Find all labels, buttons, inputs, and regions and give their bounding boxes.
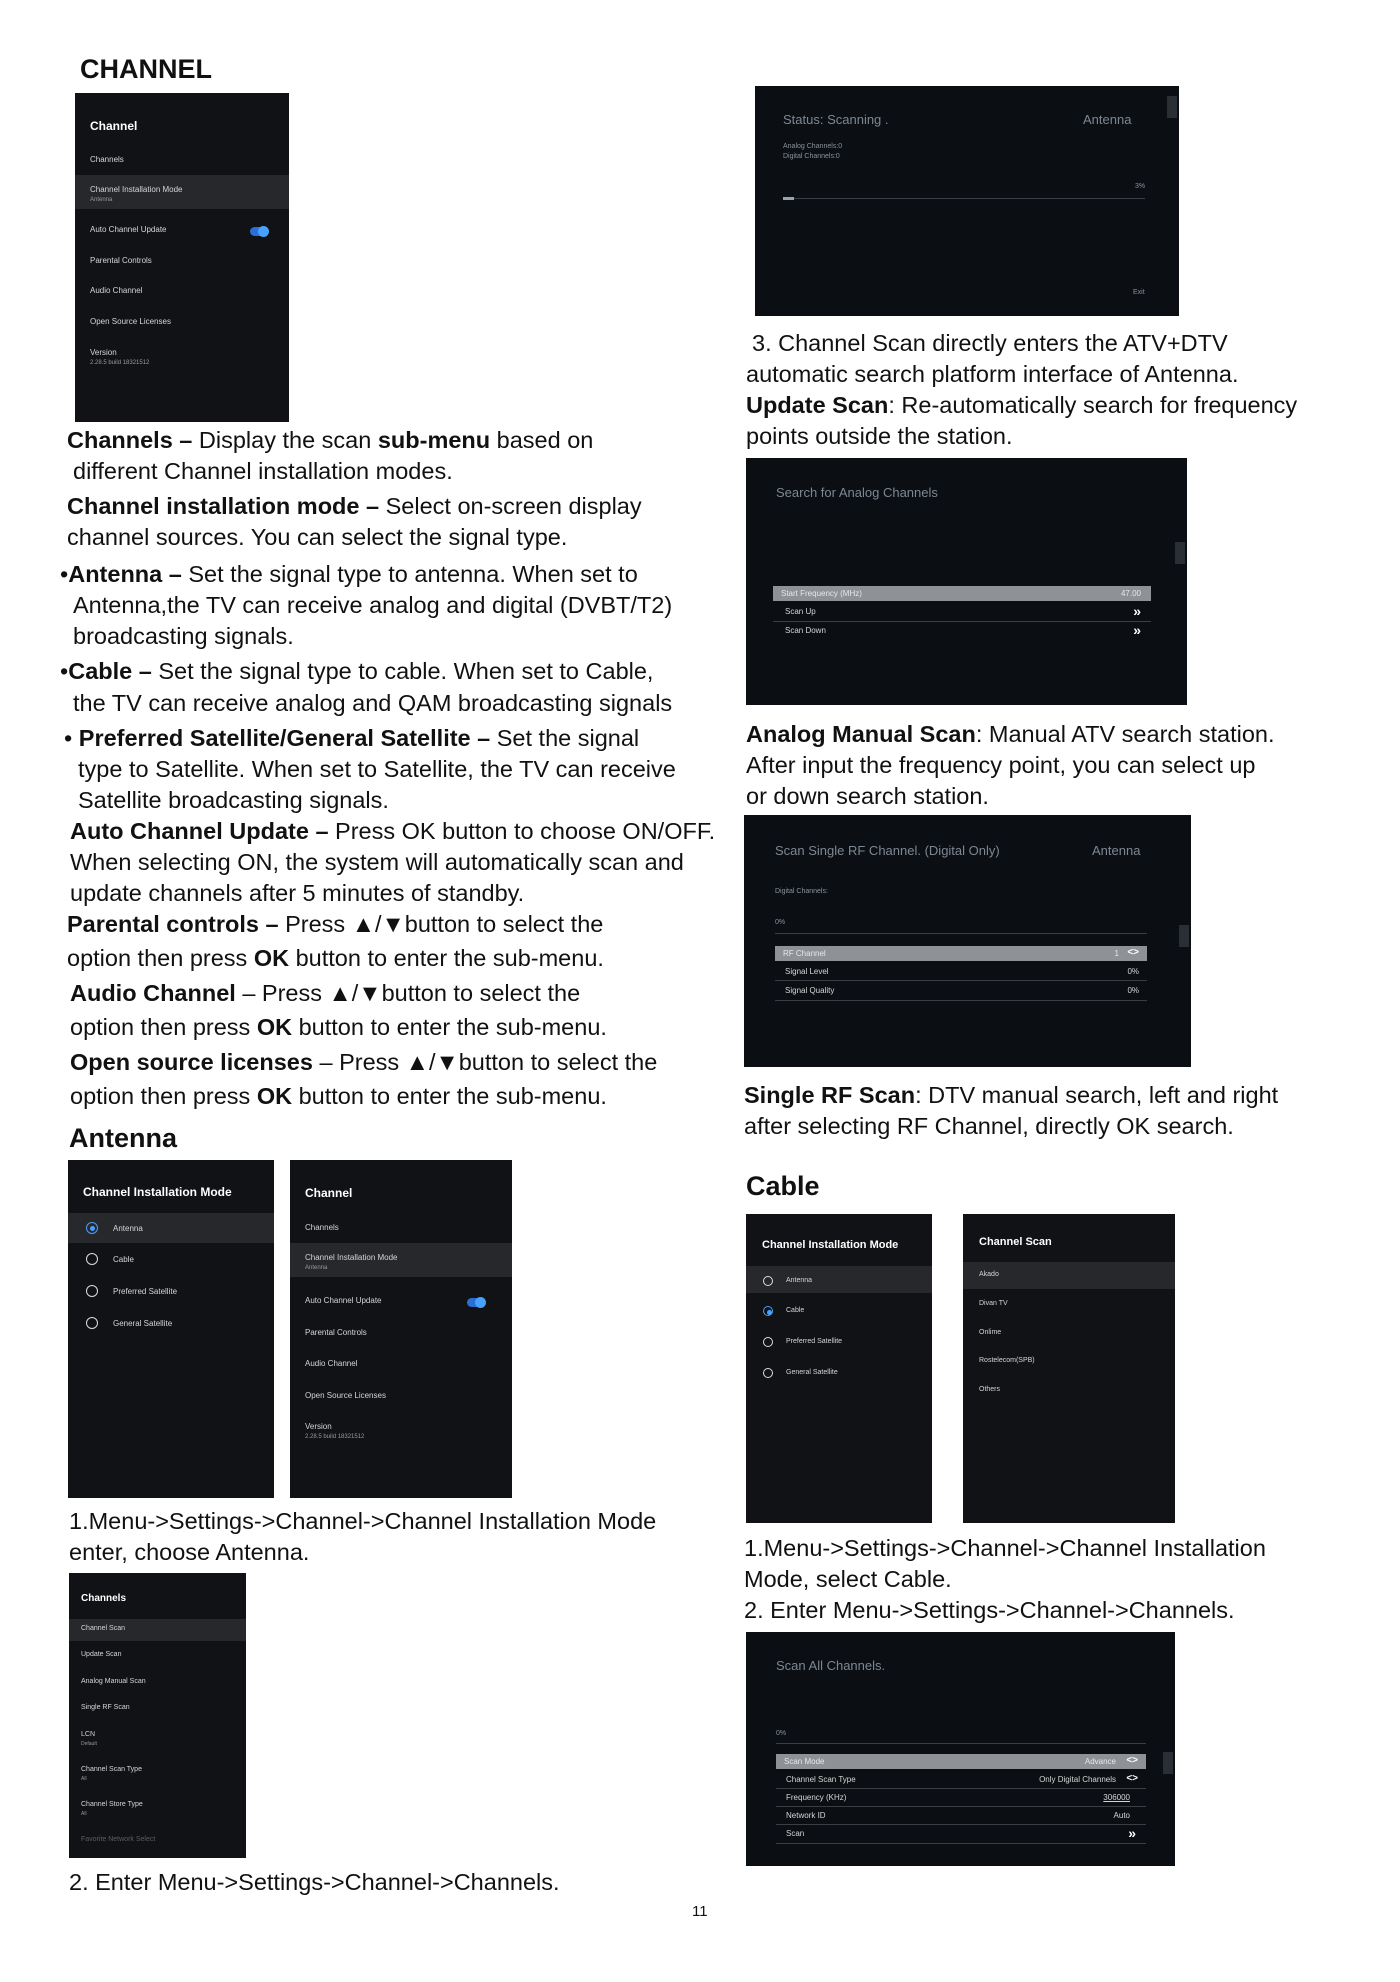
desc-antenna: •Antenna – Set the signal type to antenna. When set to: [60, 561, 638, 587]
ams-desc-2: After input the frequency point, you can select up: [746, 752, 1256, 778]
row-network-id: [776, 1808, 1146, 1823]
row-scan-mode: [776, 1754, 1146, 1769]
scan-label: Scan: [786, 1829, 805, 1838]
ams-desc: [746, 719, 1275, 750]
cable-step1-line1: 1.Menu->Settings->Channel->Channel Installation: [744, 1535, 1266, 1561]
label: Single RF Scan: [744, 1082, 916, 1108]
t: Press OK button to choose ON/OFF.: [328, 818, 716, 844]
update-desc-2: points outside the station.: [746, 423, 1013, 449]
scan-up-chevron-icon: »: [1133, 603, 1137, 619]
cable-channel-scan-screenshot: [963, 1214, 1175, 1523]
single-rf-screenshot: [744, 815, 1191, 1067]
installation-mode-value: Antenna: [305, 1265, 328, 1271]
opt-gen-sat: General Satellite: [113, 1319, 173, 1328]
left-right-arrows-icon: <>: [1126, 1755, 1138, 1766]
divider: [773, 621, 1151, 622]
item-favorite-network: Favorite Network Select: [81, 1836, 156, 1843]
scan-all-screenshot: [746, 1632, 1175, 1866]
t: button to enter the sub-menu.: [289, 945, 604, 971]
menu-item-audio: Audio Channel: [90, 286, 143, 295]
cable-heading: Cable: [746, 1171, 820, 1201]
menu-item-version: Version: [90, 348, 117, 357]
page-number: 11: [692, 1903, 708, 1920]
cim-highlight: [746, 1266, 932, 1293]
desc-acu: [70, 816, 715, 847]
store-type-value: All: [81, 1811, 87, 1817]
opt-gen-sat: General Satellite: [786, 1369, 838, 1376]
scrollbar: [1179, 925, 1189, 947]
label: Update Scan: [746, 392, 889, 418]
label: OK: [253, 945, 290, 971]
rf-channel-value: 1: [1114, 949, 1119, 958]
frequency-label: Frequency (KHz): [786, 1793, 847, 1802]
scan-all-progress-track: [776, 1743, 1146, 1744]
channels-title: Channels: [81, 1593, 127, 1604]
scan-status: Status: Scanning .: [783, 112, 889, 127]
step1-line1: 1.Menu->Settings->Channel->Channel Installation Mode: [69, 1508, 657, 1534]
desc-channels: [67, 425, 593, 456]
t: Press ▲/▼button to select the: [278, 911, 604, 937]
rf-title: Scan Single RF Channel. (Digital Only): [775, 843, 1000, 858]
t: Select on-screen display: [379, 493, 642, 519]
cim-title: Channel Installation Mode: [762, 1239, 899, 1251]
divider: [776, 1788, 1146, 1789]
label: Parental controls –: [67, 911, 279, 937]
scan-percent: 3%: [1135, 183, 1146, 190]
rf-percent: 0%: [775, 919, 786, 926]
row-start-frequency: [773, 586, 1151, 601]
scan-down-label: Scan Down: [785, 626, 826, 635]
page-heading: CHANNEL: [80, 54, 212, 84]
t: Set the signal type to antenna. When set to: [181, 561, 638, 587]
menu-item-audio: Audio Channel: [305, 1359, 358, 1368]
scan-type-value: Only Digital Channels: [1039, 1775, 1116, 1784]
rf-channel-label: RF Channel: [783, 949, 826, 958]
desc-cim-2: channel sources. You can select the signal type.: [67, 524, 568, 550]
t: option then press: [70, 1083, 257, 1109]
cable-step1-line2: Mode, select Cable.: [744, 1566, 952, 1592]
desc-licenses: [70, 1047, 657, 1078]
divider: [775, 980, 1147, 981]
menu-item-channels: Channels: [90, 155, 124, 164]
radio-antenna: [763, 1276, 773, 1286]
t: : Re-automatically search for frequency: [888, 392, 1298, 418]
scan-mode-value: Advance: [1084, 1757, 1116, 1766]
t: : DTV manual search, left and right: [915, 1082, 1279, 1108]
signal-level-value: 0%: [1127, 967, 1139, 976]
rf-source: Antenna: [1092, 843, 1141, 858]
item-single-rf-scan: Single RF Scan: [81, 1704, 130, 1711]
menu-item-parental: Parental Controls: [90, 256, 152, 265]
channel-scan-title: Channel Scan: [979, 1236, 1052, 1248]
scan-source: Antenna: [1083, 112, 1132, 127]
provider-akado: Akado: [979, 1271, 999, 1278]
left-right-arrows-icon: <>: [1127, 947, 1139, 958]
t: button to enter the sub-menu.: [292, 1014, 607, 1040]
cable-step2: 2. Enter Menu->Settings->Channel->Channels.: [744, 1597, 1235, 1623]
label: Channels –: [67, 427, 193, 453]
row-scan-type: [776, 1772, 1146, 1787]
menu-item-licenses: Open Source Licenses: [305, 1391, 386, 1400]
update-desc: [746, 390, 1297, 421]
desc-acu-2: When selecting ON, the system will automatically scan and: [70, 849, 684, 875]
scan-down-chevron-icon: »: [1133, 622, 1137, 638]
menu-item-auto-update: Auto Channel Update: [305, 1296, 382, 1305]
t: : Manual ATV search station.: [975, 721, 1275, 747]
t: Set the signal type to cable. When set to Cable,: [151, 658, 654, 684]
radio-pref-sat: [763, 1337, 773, 1347]
desc-acu-3: update channels after 5 minutes of standby.: [70, 880, 525, 906]
t: button to enter the sub-menu.: [292, 1083, 607, 1109]
analog-title: Search for Analog Channels: [776, 485, 938, 500]
provider-onlime: Onlime: [979, 1329, 1002, 1336]
left-right-arrows-icon: <>: [1126, 1773, 1138, 1784]
version-value: 2.28.5 build 18321512: [90, 360, 150, 366]
label: Channel installation mode –: [67, 493, 380, 519]
radio-cable: [86, 1253, 98, 1265]
provider-others: Others: [979, 1386, 1001, 1393]
antenna-heading: Antenna: [69, 1123, 177, 1153]
desc-cim: [67, 491, 642, 522]
desc-parental-2: [67, 943, 604, 974]
label: Cable –: [68, 658, 152, 684]
desc-satellite: • Preferred Satellite/General Satellite – Set the signal: [64, 725, 640, 751]
exit-label: Exit: [1133, 289, 1145, 296]
scrollbar: [1167, 96, 1177, 118]
auto-update-toggle: [467, 1298, 485, 1307]
analog-scan-screenshot: [746, 458, 1187, 705]
step1-line2: enter, choose Antenna.: [69, 1539, 310, 1565]
t: Display the scan: [192, 427, 378, 453]
divider: [776, 1806, 1146, 1807]
scan-chevron-icon: »: [1128, 1825, 1132, 1841]
label: OK: [256, 1083, 293, 1109]
radio-pref-sat: [86, 1285, 98, 1297]
network-id-value: Auto: [1113, 1811, 1130, 1820]
scrollbar: [1175, 542, 1185, 564]
desc-parental: [67, 909, 603, 940]
item-channel-scan: Channel Scan: [81, 1625, 125, 1632]
rf-progress-track: [775, 933, 1147, 934]
step3-line2: automatic search platform interface of Antenna.: [746, 361, 1239, 387]
label: Audio Channel: [70, 980, 236, 1006]
analog-count: Analog Channels:0: [783, 143, 843, 150]
t: – Press ▲/▼button to select the: [312, 1049, 658, 1075]
step3-line1: 3. Channel Scan directly enters the ATV+DTV: [752, 330, 1228, 356]
desc-satellite-3: Satellite broadcasting signals.: [78, 787, 389, 813]
start-frequency-value: 47.00: [1120, 589, 1141, 598]
label: sub-menu: [377, 427, 491, 453]
divider: [776, 1824, 1146, 1825]
scrollbar: [1163, 1752, 1173, 1774]
cim-cable-screenshot: [746, 1214, 932, 1523]
version-value: 2.28.5 build 18321512: [305, 1434, 365, 1440]
menu-item-channels: Channels: [305, 1223, 339, 1232]
desc-channels-2: different Channel installation modes.: [73, 458, 453, 484]
menu-item-auto-update: Auto Channel Update: [90, 225, 167, 234]
progress-track: [783, 198, 1145, 199]
t: based on: [490, 427, 594, 453]
frequency-value: 306000: [1103, 1793, 1130, 1802]
scan-type-value: All: [81, 1776, 87, 1782]
label: Antenna –: [68, 561, 182, 587]
rf-digital-channels: Digital Channels:: [775, 888, 828, 895]
divider: [775, 1000, 1147, 1001]
row-scan: [776, 1826, 1146, 1841]
label: Auto Channel Update –: [70, 818, 329, 844]
label: Preferred Satellite/General Satellite –: [78, 725, 491, 751]
progress-fill: [783, 197, 794, 200]
item-scan-type: Channel Scan Type: [81, 1766, 142, 1773]
menu-title: Channel: [305, 1186, 353, 1200]
scan-all-title: Scan All Channels.: [776, 1658, 886, 1673]
radio-cable: [763, 1306, 773, 1316]
opt-cable: Cable: [113, 1255, 134, 1264]
auto-update-toggle: [250, 227, 268, 236]
scan-all-percent: 0%: [776, 1730, 787, 1737]
desc-audio: [70, 978, 580, 1009]
label: OK: [256, 1014, 293, 1040]
step2: 2. Enter Menu->Settings->Channel->Channels.: [69, 1869, 560, 1895]
scan-up-label: Scan Up: [785, 607, 816, 616]
desc-licenses-2: [70, 1081, 607, 1112]
channel-menu-screenshot: [75, 93, 289, 422]
opt-pref-sat: Preferred Satellite: [113, 1287, 178, 1296]
row-rf-channel: [775, 946, 1147, 961]
opt-antenna: Antenna: [113, 1224, 143, 1233]
t: option then press: [70, 1014, 257, 1040]
row-signal-quality: [775, 983, 1147, 998]
menu-item-version: Version: [305, 1422, 332, 1431]
desc-cable: •Cable – Set the signal type to cable. When set to Cable,: [60, 658, 654, 684]
signal-level-label: Signal Level: [785, 967, 829, 976]
menu-item-installation-mode: Channel Installation Mode: [90, 185, 183, 194]
divider: [776, 1843, 1146, 1844]
row-frequency: [776, 1790, 1146, 1805]
signal-quality-value: 0%: [1127, 986, 1139, 995]
menu-item-parental: Parental Controls: [305, 1328, 367, 1337]
item-lcn: LCN: [81, 1731, 96, 1738]
opt-pref-sat: Preferred Satellite: [786, 1338, 843, 1345]
radio-gen-sat: [763, 1368, 773, 1378]
row-signal-level: [775, 964, 1147, 979]
provider-divan-tv: Divan TV: [979, 1300, 1008, 1307]
cim-highlight: [68, 1213, 274, 1243]
rf-desc: [744, 1080, 1278, 1111]
provider-rostelecom: Rostelecom(SPB): [979, 1357, 1035, 1364]
desc-antenna-2: Antenna,the TV can receive analog and digital (DVBT/T2): [73, 592, 673, 618]
label: Open source licenses: [70, 1049, 313, 1075]
t: Set the signal: [490, 725, 640, 751]
rf-desc-2: after selecting RF Channel, directly OK search.: [744, 1113, 1234, 1139]
signal-quality-label: Signal Quality: [785, 986, 835, 995]
desc-audio-2: [70, 1012, 607, 1043]
scanning-screenshot: [755, 86, 1179, 316]
network-id-label: Network ID: [786, 1811, 826, 1820]
item-store-type: Channel Store Type: [81, 1801, 143, 1808]
desc-antenna-3: broadcasting signals.: [73, 623, 294, 649]
desc-satellite-2: type to Satellite. When set to Satellite, the TV can receive: [78, 756, 676, 782]
item-analog-manual-scan: Analog Manual Scan: [81, 1678, 146, 1685]
t: – Press ▲/▼button to select the: [235, 980, 581, 1006]
item-update-scan: Update Scan: [81, 1651, 122, 1658]
opt-cable: Cable: [786, 1307, 805, 1314]
radio-gen-sat: [86, 1317, 98, 1329]
lcn-value: Default: [81, 1741, 97, 1747]
row-scan-up: [773, 604, 1151, 619]
cim-antenna-screenshot: [68, 1160, 274, 1498]
scan-type-label: Channel Scan Type: [786, 1775, 856, 1784]
opt-antenna: Antenna: [786, 1277, 813, 1284]
row-scan-down: [773, 623, 1151, 638]
radio-antenna: [86, 1222, 98, 1234]
scan-mode-label: Scan Mode: [784, 1757, 825, 1766]
channel-menu-antenna-screenshot: [290, 1160, 512, 1498]
menu-title: Channel: [90, 119, 138, 133]
t: option then press: [67, 945, 254, 971]
digital-count: Digital Channels:0: [783, 153, 840, 160]
start-frequency-label: Start Frequency (MHz): [781, 589, 862, 598]
label: Analog Manual Scan: [746, 721, 976, 747]
menu-item-installation-mode: Channel Installation Mode: [305, 1253, 398, 1262]
menu-item-installation-mode-value: Antenna: [90, 197, 113, 203]
ams-desc-3: or down search station.: [746, 783, 989, 809]
channels-menu-screenshot: [69, 1573, 246, 1858]
desc-cable-2: the TV can receive analog and QAM broadcasting signals: [73, 690, 673, 716]
menu-item-licenses: Open Source Licenses: [90, 317, 171, 326]
cim-title: Channel Installation Mode: [83, 1185, 232, 1199]
